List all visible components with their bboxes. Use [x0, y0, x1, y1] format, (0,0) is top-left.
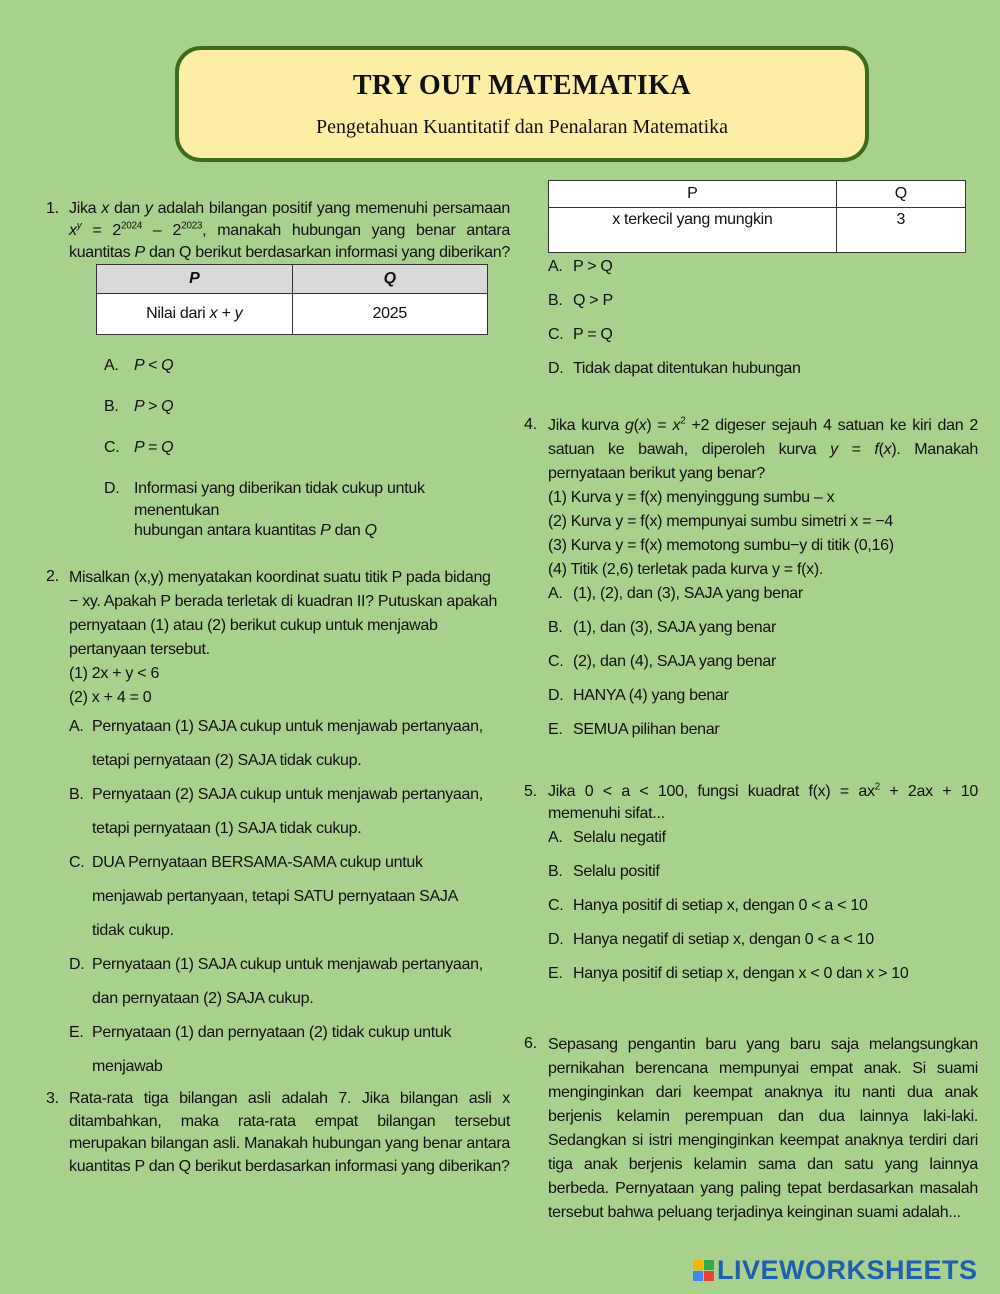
question-text: Jika 0 < a < 100, fungsi kuadrat $f(x) = ax^2 + 2ax + 10$ memenuhi sifat... — [548, 781, 979, 822]
table-cell-q: 2025 — [292, 294, 488, 335]
option-a[interactable]: A. (1), (2), dan (3), SAJA yang benar — [548, 585, 803, 602]
question-4-options — [548, 577, 978, 747]
question-1-options — [104, 355, 510, 562]
statement-4: (4) Titik (2,6) terletak pada kurva y = f(x). — [548, 561, 824, 578]
option-c[interactable]: C. DUA Pernyataan BERSAMA-SAMA cukup untuk menjawab pertanyaan, tetapi SATU pernyataan SAJA tidak cukup. — [69, 854, 458, 939]
option-b[interactable]: B. Q > P — [548, 292, 613, 309]
question-text: Misalkan (x,y) menyatakan koordinat suatu titik P pada bidang − xy. Apakah P berada terletak di kuadran II? Putuskan apakah pernyataan (1) atau (2) berikut cukup untuk menjawab pertanyaan tersebut. (1) 2x + y < 6 (2) x + 4 = 0 — [69, 566, 510, 710]
question-2 — [46, 566, 510, 710]
left-column — [46, 198, 510, 1178]
option-b[interactable]: B. (1), dan (3), SAJA yang benar — [548, 619, 776, 636]
table-header-q: Q — [836, 181, 965, 208]
option-d[interactable]: D. HANYA (4) yang benar — [548, 687, 729, 704]
question-number: 4. — [524, 416, 537, 433]
option-d[interactable]: D. Pernyataan (1) SAJA cukup untuk menjawab pertanyaan, dan pernyataan (2) SAJA cukup. — [69, 956, 483, 1007]
page-subtitle: Pengetahuan Kuantitatif dan Penalaran Matematika — [315, 116, 729, 138]
option-a[interactable]: A. P > Q — [548, 258, 613, 275]
question-number: 6. — [524, 1035, 537, 1052]
right-column — [524, 180, 978, 1225]
statement-2: (2) Kurva y = f(x) mempunyai sumbu simetri x = −4 — [548, 513, 893, 530]
question-text: Jika x dan y adalah bilangan positif yang memenuhi persamaan $x^y = 2^{2024} - 2^{2023}$, manakah hubungan yang benar antara kuantitas P dan Q berikut berdasarkan informasi yang diberikan? — [69, 200, 510, 261]
question-text: Jika kurva $g(x) = x^2 +2$ digeser sejauh 4 satuan ke kiri dan 2 satuan ke bawah, diperoleh kurva y = f(x). Manakah pernyataan berikut yang benar? (1) Kurva y = f(x) menyinggung sumbu – x (2) Kurva y = f(x) mempunyai sumbu simetri x = −4 (3) Kurva y = f(x) memotong sumbu−y di titik (0,16) (4) Titik (2,6) terletak pada kurva y = f(x). — [548, 414, 978, 582]
table-cell-q: 3 — [836, 208, 965, 253]
statement-3: (3) Kurva y = f(x) memotong sumbu−y di titik (0,16) — [548, 537, 894, 554]
option-a[interactable]: A. Pernyataan (1) SAJA cukup untuk menjawab pertanyaan, tetapi pernyataan (2) SAJA tidak cukup. — [69, 718, 483, 769]
question-text: Sepasang pengantin baru yang baru saja melangsungkan pernikahan berencana mempunyai empat anak. Si suami menginginkan dari keempat anaknya itu nanti dua anak berjenis kelamin perempuan dan dua lainnya laki-laki. Sedangkan si istri menginginkan keempat anaknya terdiri dari tiga anak berjenis kelamin sama dan satu yang lainnya berbeda. Pernyataan yang paling tepat berdasarkan masalah tersebut bahwa peluang terjadinya keinginan suami adalah... — [548, 1036, 978, 1221]
statement-1: (1) Kurva y = f(x) menyinggung sumbu – x — [548, 489, 835, 506]
option-d[interactable]: D. Hanya negatif di setiap x, dengan 0 < a < 10 — [548, 931, 874, 948]
option-c[interactable]: C. P = Q — [104, 439, 174, 456]
question-1-table — [96, 264, 488, 335]
question-number: 3. — [46, 1090, 59, 1107]
option-c[interactable]: C. P = Q — [548, 326, 613, 343]
question-number: 2. — [46, 568, 59, 585]
option-e[interactable]: E. Hanya positif di setiap x, dengan x < 0 dan x > 10 — [548, 965, 909, 982]
option-c[interactable]: C. (2), dan (4), SAJA yang benar — [548, 653, 776, 670]
statement-1: (1) 2x + y < 6 — [69, 665, 160, 682]
question-number: 5. — [524, 783, 537, 800]
option-c[interactable]: C. Hanya positif di setiap x, dengan 0 < a < 10 — [548, 897, 868, 914]
option-b[interactable]: B. Selalu positif — [548, 863, 660, 880]
header-banner — [175, 46, 869, 162]
logo-text: LIVEWORKSHEETS — [717, 1254, 978, 1285]
question-1 — [46, 198, 510, 264]
question-text: Rata-rata tiga bilangan asli adalah 7. Jika bilangan asli x ditambahkan, maka rata-rata empat bilangan tersebut merupakan bilangan asli. Manakah hubungan yang benar antara kuantitas P dan Q berikut berdasarkan informasi yang diberikan? — [69, 1090, 510, 1175]
option-b[interactable]: B. Pernyataan (2) SAJA cukup untuk menjawab pertanyaan, tetapi pernyataan (1) SAJA tidak cukup. — [69, 786, 483, 837]
question-5-options — [548, 821, 978, 991]
option-a[interactable]: A. Selalu negatif — [548, 829, 666, 846]
table-cell-p: x terkecil yang mungkin — [549, 208, 837, 253]
option-e[interactable]: E. SEMUA pilihan benar — [548, 721, 720, 738]
question-4 — [524, 414, 978, 582]
table-header-p: P — [97, 265, 293, 294]
question-3-table — [548, 180, 966, 253]
question-3 — [46, 1088, 510, 1178]
option-e[interactable]: E. Pernyataan (1) dan pernyataan (2) tidak cukup untuk menjawab — [69, 1024, 452, 1075]
option-a[interactable]: A. P < Q — [104, 357, 174, 374]
option-d[interactable]: D. Informasi yang diberikan tidak cukup untuk menentukan hubungan antara kuantitas P dan Q — [104, 480, 425, 539]
question-number: 1. — [46, 200, 59, 217]
option-d[interactable]: D. Tidak dapat ditentukan hubungan — [548, 360, 801, 377]
question-3-options — [548, 250, 978, 386]
table-header-q: Q — [292, 265, 488, 294]
table-cell-p: Nilai dari x + y — [97, 294, 293, 335]
question-5 — [524, 781, 978, 825]
option-b[interactable]: B. P > Q — [104, 398, 174, 415]
liveworksheets-logo — [693, 1255, 978, 1285]
question-6 — [524, 1033, 978, 1225]
page-title: TRY OUT MATEMATIKA — [352, 70, 692, 101]
table-header-p: P — [549, 181, 837, 208]
logo-mark-icon — [693, 1260, 714, 1281]
question-2-options — [69, 710, 510, 1084]
statement-2: (2) x + 4 = 0 — [69, 689, 152, 706]
